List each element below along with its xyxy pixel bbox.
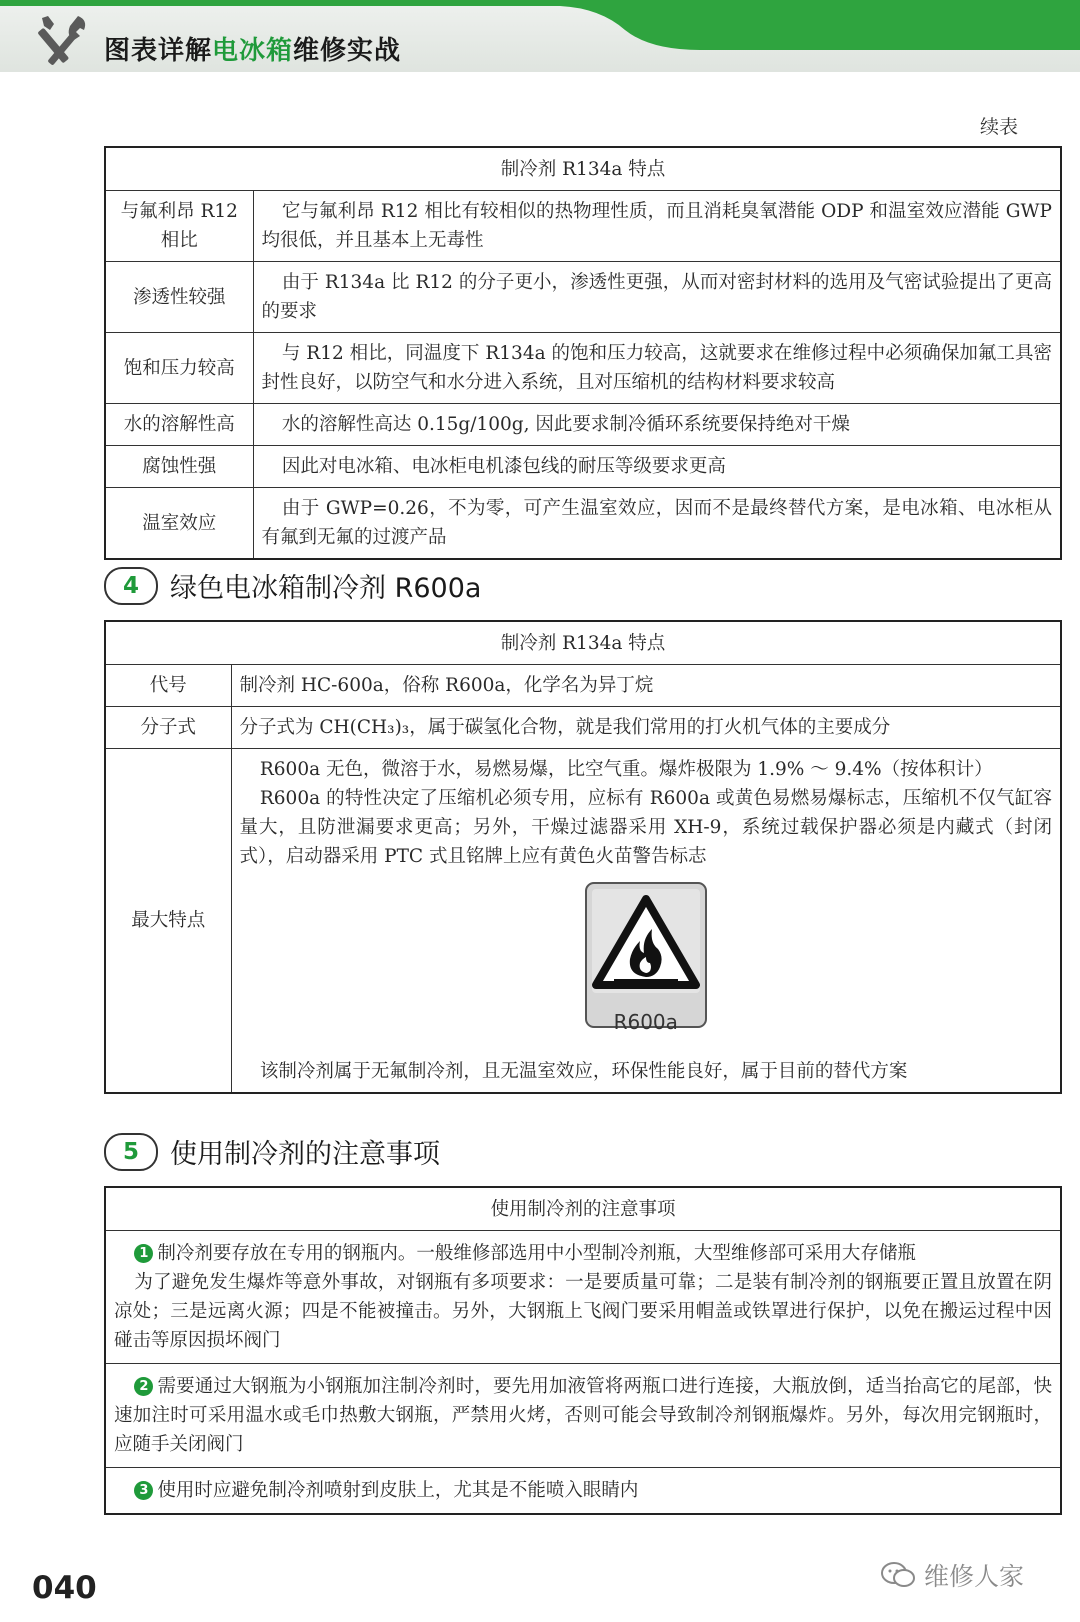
section-5-heading — [104, 1132, 440, 1171]
row-text: 分子式为 CH(CH₃)₃，属于碳氢化合物，就是我们常用的打火机气体的主要成分 — [231, 707, 1061, 749]
precaution-item-3 — [105, 1468, 1061, 1515]
table-row — [105, 333, 1061, 404]
tools-icon — [34, 14, 94, 68]
row-text: 制冷剂 HC-600a，俗称 R600a，化学名为异丁烷 — [231, 665, 1061, 707]
page-header — [0, 0, 1080, 72]
precaution-text: 为了避免发生爆炸等意外事故，对钢瓶有多项要求：一是要质量可靠；二是装有制冷剂的钢瓶要正置且放置在阴凉处；三是远离火源；四是不能被撞击。另外，大钢瓶上飞阀门要采用帽盖或铁罩进行保护，以免在搬运过程中因碰击等原因损坏阀门 — [114, 1272, 1052, 1351]
row-label: 水的溶解性高 — [105, 404, 253, 446]
row-label: 最大特点 — [105, 749, 231, 1094]
r600a-table — [104, 620, 1062, 1094]
precaution-text: 1 制冷剂要存放在专用的钢瓶内。一般维修部选用中小型制冷剂瓶，大型维修部可采用大存储瓶 — [114, 1239, 1052, 1268]
feature-paragraph: R600a 的特性决定了压缩机必须专用，应标有 R600a 或黄色易燃易爆标志，压缩机不仅气缸容量大，且防泄漏要求更高；另外，干燥过滤器采用 XH-9，系统过载保护器必须是内藏式（封闭式），启动器采用 PTC 式且铭牌上应有黄色火苗警告标志 — [239, 788, 1052, 867]
watermark: 维修人家 — [880, 1557, 1024, 1593]
row-text: 由于 GWP=0.26，不为零，可产生温室效应，因而不是最终替代方案，是电冰箱、电冰柜从有氟到无氟的过渡产品 — [253, 488, 1061, 560]
row-label: 腐蚀性强 — [105, 446, 253, 488]
table-row — [105, 404, 1061, 446]
table3-title: 使用制冷剂的注意事项 — [105, 1187, 1061, 1231]
table-row — [105, 1468, 1061, 1515]
feature-paragraph: R600a 无色，微溶于水，易燃易爆，比空气重。爆炸极限为 1.9% ～ 9.4%（按体积计） — [259, 759, 993, 780]
warning-label: R600a — [613, 1010, 678, 1034]
precaution-text: 3 使用时应避免制冷剂喷射到皮肤上，尤其是不能喷入眼睛内 — [114, 1476, 1052, 1505]
row-text: 因此对电冰箱、电冰柜电机漆包线的耐压等级要求更高 — [253, 446, 1061, 488]
flame-warning-icon — [584, 881, 708, 1029]
table-row — [105, 665, 1061, 707]
page-number: 040 — [32, 1570, 97, 1606]
table-row — [105, 707, 1061, 749]
table-row — [105, 488, 1061, 560]
r134a-table-continued — [104, 146, 1062, 560]
table2-title: 制冷剂 R134a 特点 — [105, 621, 1061, 665]
flammable-warning-sign — [240, 871, 1053, 1045]
row-label: 渗透性较强 — [105, 262, 253, 333]
number-badge: 3 — [134, 1481, 153, 1500]
table-row — [105, 1364, 1061, 1468]
row-text: 由于 R134a 比 R12 的分子更小，渗透性更强，从而对密封材料的选用及气密试验提出了更高的要求 — [253, 262, 1061, 333]
row-text: 与 R12 相比，同温度下 R134a 的饱和压力较高，这就要求在维修过程中必须确保加氟工具密封性良好，以防空气和水分进入系统，且对压缩机的结构材料要求较高 — [253, 333, 1061, 404]
precautions-table — [104, 1186, 1062, 1515]
row-text: 它与氟利昂 R12 相比有较相似的热物理性质，而且消耗臭氧潜能 ODP 和温室效应潜能 GWP 均很低，并且基本上无毒性 — [253, 191, 1061, 262]
number-badge: 1 — [134, 1244, 153, 1263]
table-row — [105, 749, 1061, 1094]
feature-cell — [231, 749, 1061, 1094]
table1-title: 制冷剂 R134a 特点 — [105, 147, 1061, 191]
table-row — [105, 446, 1061, 488]
number-badge: 2 — [134, 1377, 153, 1396]
section-number-badge: 4 — [104, 567, 158, 605]
section-number-badge: 5 — [104, 1133, 158, 1171]
section-4-heading — [104, 566, 481, 605]
table-row — [105, 262, 1061, 333]
row-label: 分子式 — [105, 707, 231, 749]
row-label: 与氟利昂 R12 相比 — [105, 191, 253, 262]
wechat-icon — [880, 1561, 916, 1589]
precaution-text: 2 需要通过大钢瓶为小钢瓶加注制冷剂时，要先用加液管将两瓶口进行连接，大瓶放倒，适当抬高它的尾部，快速加注时可采用温水或毛巾热敷大钢瓶，严禁用火烤，否则可能会导致制冷剂钢瓶爆炸。另外，每次用完钢瓶时，应随手关闭阀门 — [114, 1376, 1052, 1455]
row-text: 水的溶解性高达 0.15g/100g, 因此要求制冷循环系统要保持绝对干燥 — [253, 404, 1061, 446]
row-label: 饱和压力较高 — [105, 333, 253, 404]
precaution-item-1 — [105, 1231, 1061, 1364]
table-row — [105, 1231, 1061, 1364]
section-title: 绿色电冰箱制冷剂 R600a — [170, 573, 482, 604]
precaution-item-2 — [105, 1364, 1061, 1468]
row-label: 代号 — [105, 665, 231, 707]
book-title: 图表详解电冰箱维修实战 — [104, 36, 402, 66]
feature-paragraph: 该制冷剂属于无氟制冷剂，且无温室效应，环保性能良好，属于目前的替代方案 — [259, 1061, 908, 1082]
table-row — [105, 191, 1061, 262]
section-title: 使用制冷剂的注意事项 — [170, 1139, 440, 1170]
continued-label: 续表 — [980, 116, 1019, 138]
row-label: 温室效应 — [105, 488, 253, 560]
